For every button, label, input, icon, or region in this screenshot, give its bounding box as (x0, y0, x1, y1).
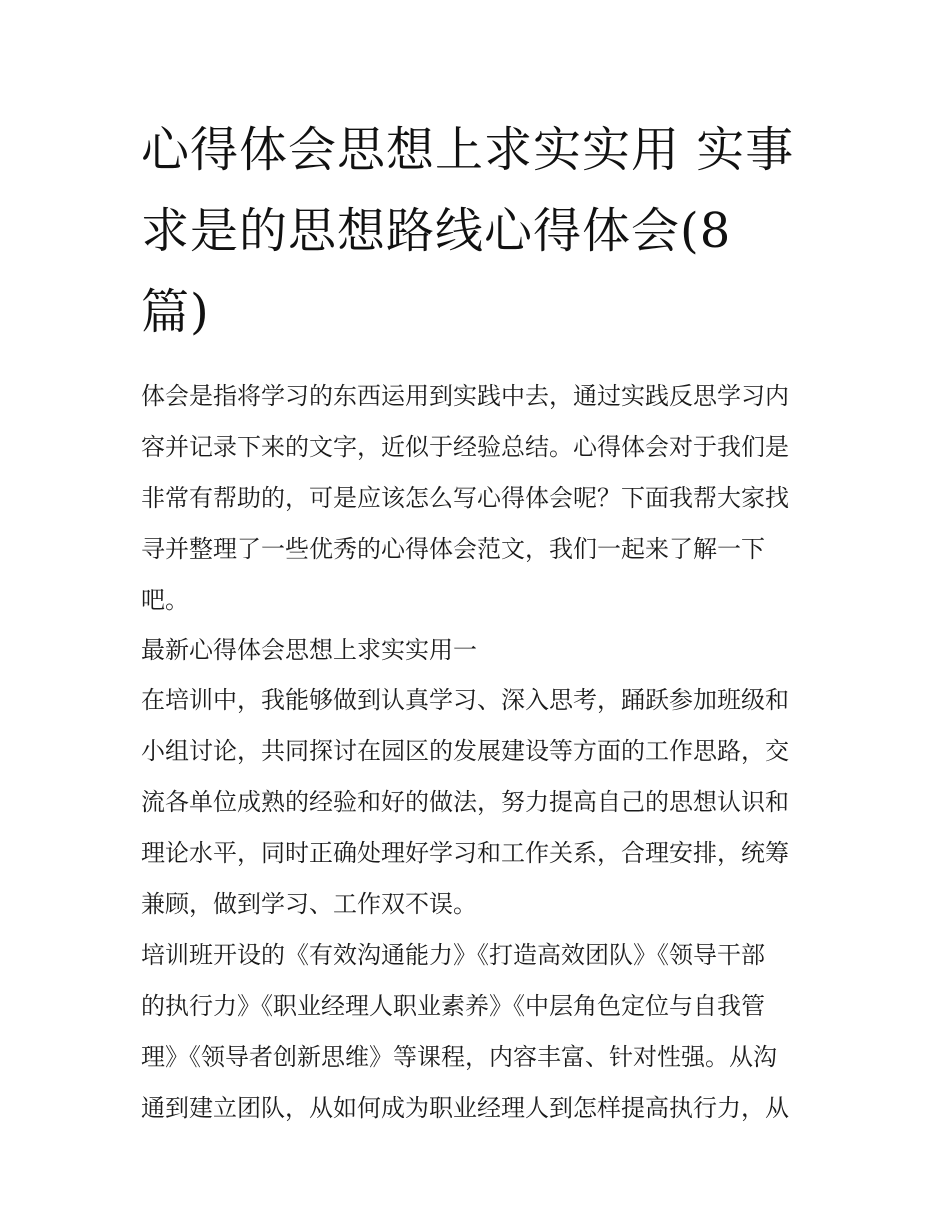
paragraph-line: 培训班开设的《有效沟通能力》《打造高效团队》《领导干部 (141, 941, 765, 969)
paragraph-line: 理论水平，同时正确处理好学习和工作关系，合理安排，统筹 (141, 839, 789, 867)
paragraph-line: 在培训中，我能够做到认真学习、深入思考，踊跃参加班级和 (141, 686, 789, 714)
body-paragraph (141, 675, 821, 930)
paragraph-line: 小组讨论，共同探讨在园区的发展建设等方面的工作思路，交 (141, 737, 789, 765)
intro-paragraph (141, 371, 821, 626)
title-line: 心得体会思想上求实实用 实事 (141, 122, 795, 178)
paragraph-line: 吧。 (141, 586, 189, 614)
title-line: 篇) (141, 284, 210, 340)
paragraph-line: 体会是指将学习的东西运用到实践中去，通过实践反思学习内 (141, 382, 789, 410)
paragraph-line: 容并记录下来的文字，近似于经验总结。心得体会对于我们是 (141, 433, 789, 461)
title-line: 求是的思想路线心得体会(8 (141, 203, 732, 259)
document-content (141, 110, 821, 1134)
body-paragraph (141, 930, 821, 1134)
paragraph-line: 的执行力》《职业经理人职业素养》《中层角色定位与自我管 (141, 992, 765, 1020)
heading-line: 最新心得体会思想上求实实用一 (141, 636, 477, 664)
paragraph-line: 兼顾，做到学习、工作双不误。 (141, 890, 477, 918)
section-heading (141, 626, 821, 675)
paragraph-line: 通到建立团队，从如何成为职业经理人到怎样提高执行力，从 (141, 1094, 789, 1122)
paragraph-line: 非常有帮助的，可是应该怎么写心得体会呢？下面我帮大家找 (141, 484, 789, 512)
paragraph-line: 理》《领导者创新思维》等课程，内容丰富、针对性强。从沟 (141, 1043, 777, 1071)
document-title (141, 110, 821, 353)
paragraph-line: 寻并整理了一些优秀的心得体会范文，我们一起来了解一下 (141, 535, 765, 563)
document-body (141, 371, 821, 1134)
paragraph-line: 流各单位成熟的经验和好的做法，努力提高自己的思想认识和 (141, 788, 789, 816)
